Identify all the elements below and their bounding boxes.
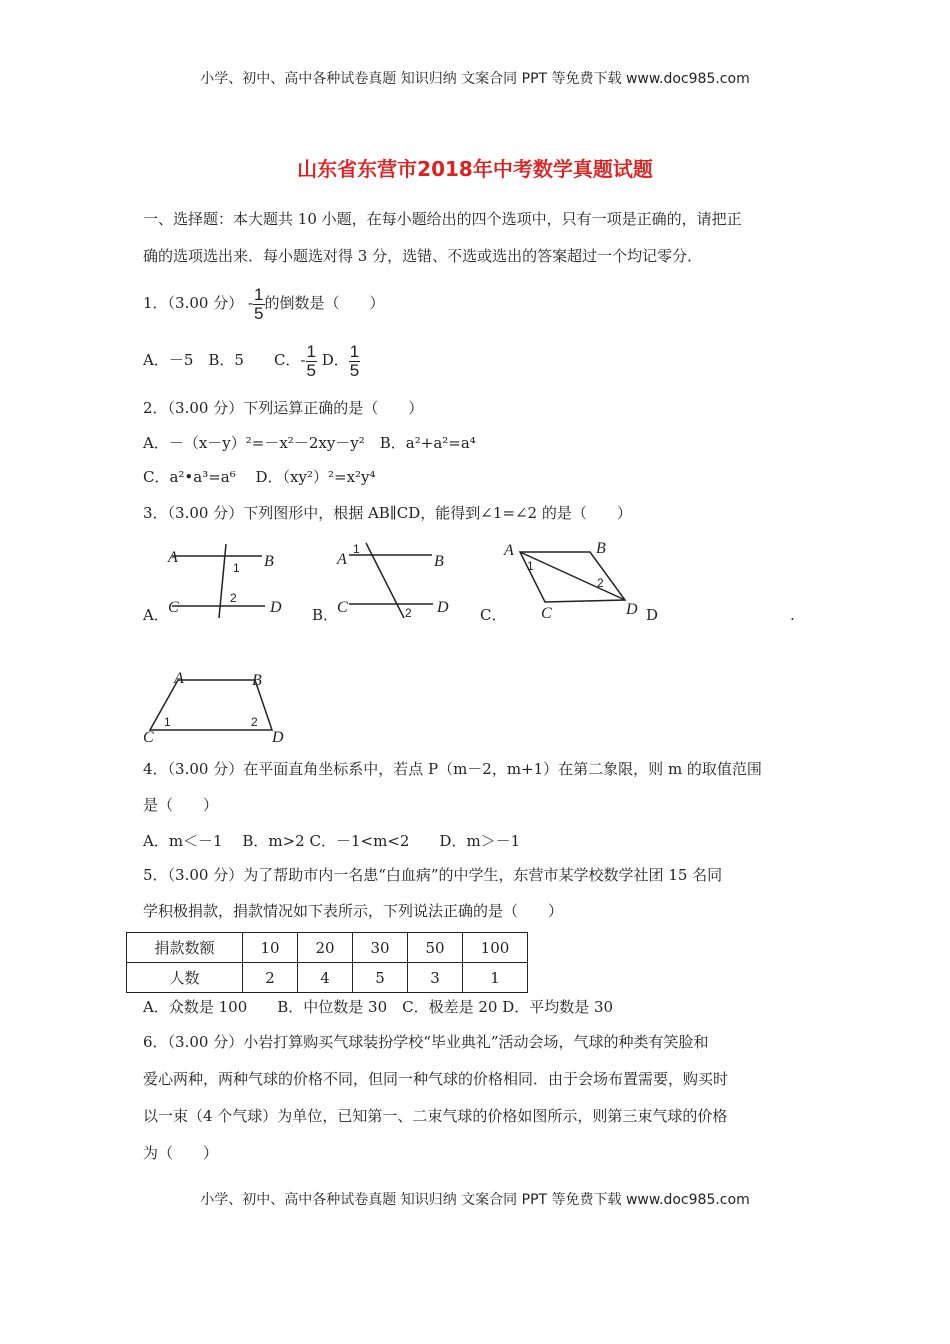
figure-b — [336, 542, 449, 620]
point-label: C — [168, 599, 179, 616]
diagonal — [520, 552, 625, 600]
point-label: A — [337, 551, 347, 568]
table-cell: 20 — [298, 933, 353, 963]
question-5: 学积极捐款，捐款情况如下表所示，下列说法正确的是（ ） — [143, 902, 564, 920]
point-label: C — [337, 599, 348, 616]
table-cell: 100 — [463, 933, 528, 963]
question-5: 5．（3.00 分）为了帮助市内一名患“白血病”的中学生，东营市某学校数学社团 15 名同 — [143, 866, 723, 884]
section-intro: 一、选择题：本大题共 10 小题，在每小题给出的四个选项中，只有一项是正确的，请把正 — [143, 210, 742, 228]
page-footer: 小学、初中、高中各种试卷真题 知识归纳 文案合同 PPT 等免费下载 www.doc985.com — [200, 1192, 750, 1208]
point-label: B — [596, 540, 606, 557]
figure-a — [167, 544, 282, 618]
option-label: D — [646, 606, 659, 624]
numerator: 1 — [306, 341, 316, 361]
option-label: . — [790, 606, 795, 624]
page-header: 小学、初中、高中各种试卷真题 知识归纳 文案合同 PPT 等免费下载 www.doc985.com — [200, 71, 750, 87]
question-6: 为（ ） — [143, 1144, 219, 1162]
option-label: B． — [312, 606, 339, 624]
table-row — [127, 933, 528, 963]
q1-suffix: 的倒数是（ ） — [264, 294, 385, 312]
point-label: D — [272, 729, 284, 746]
table-cell: 5 — [353, 963, 408, 993]
question-2-options: C．a²•a³=a⁶ D．（xy²）²=x²y⁴ — [143, 468, 376, 486]
point-label: B — [434, 553, 444, 570]
table-cell: 2 — [243, 963, 298, 993]
donation-table — [126, 932, 528, 993]
angle-label: 1 — [353, 542, 360, 556]
angle-label: 2 — [251, 715, 258, 729]
table-cell: 1 — [463, 963, 528, 993]
point-label: B — [264, 553, 274, 570]
table-cell: 30 — [353, 933, 408, 963]
table-cell: 4 — [298, 963, 353, 993]
table-cell: 50 — [408, 933, 463, 963]
angle-label: 2 — [597, 576, 604, 590]
option-d: D． — [321, 351, 349, 369]
table-cell: 3 — [408, 963, 463, 993]
point-label: D — [437, 599, 449, 616]
figure-c — [503, 540, 638, 622]
figure-d — [143, 670, 284, 746]
denominator: 5 — [349, 360, 360, 380]
option-label: C． — [480, 606, 507, 624]
question-6: 以一束（4 个气球）为单位，已知第一、二束气球的价格如图所示，则第三束气球的价格 — [143, 1107, 728, 1125]
q1-prefix: 1．（3.00 分） - — [143, 294, 254, 312]
denominator: 5 — [254, 303, 264, 323]
point-label: C — [541, 605, 552, 622]
table-row — [127, 963, 528, 993]
question-3: 3．（3.00 分）下列图形中，根据 AB∥CD，能得到∠1=∠2 的是（ ） — [143, 504, 632, 522]
numerator: 1 — [254, 284, 264, 304]
numerator: 1 — [349, 341, 360, 361]
question-5-options: A．众数是 100 B．中位数是 30 C．极差是 20 D．平均数是 30 — [143, 998, 614, 1016]
question-2-options: A．－（x－y）²=－x²－2xy－y² B．a²+a²=a⁴ — [143, 434, 476, 452]
question-2: 2．（3.00 分）下列运算正确的是（ ） — [143, 399, 424, 417]
transversal — [219, 544, 226, 618]
option-label: A． — [143, 606, 169, 624]
point-label: A — [174, 670, 184, 687]
point-label: D — [626, 601, 638, 618]
question-4: 4．（3.00 分）在平面直角坐标系中，若点 P（m－2，m+1）在第二象限，则 m 的取值范围 — [143, 760, 762, 778]
page-title: 山东省东营市2018年中考数学真题试题 — [297, 157, 653, 181]
angle-label: 1 — [527, 559, 534, 573]
angle-label: 2 — [405, 606, 412, 620]
table-cell: 人数 — [127, 963, 243, 993]
point-label: A — [504, 542, 514, 559]
angle-label: 1 — [164, 715, 171, 729]
question-4-options: A．m＜－1 B．m>2 C．－1<m<2 D．m＞－1 — [143, 832, 521, 850]
section-intro: 确的选项选出来．每小题选对得 3 分，选错、不选或选出的答案超过一个均记零分． — [143, 247, 703, 265]
table-cell: 10 — [243, 933, 298, 963]
question-6: 爱心两种，两种气球的价格不同，但同一种气球的价格相同．由于会场布置需要，购买时 — [143, 1070, 729, 1088]
options-abc: A．－5 B．5 C．- — [143, 351, 306, 369]
table-cell: 捐款数额 — [127, 933, 243, 963]
point-label: C — [143, 729, 154, 746]
angle-label: 1 — [233, 561, 240, 575]
point-label: B — [252, 672, 262, 689]
question-4: 是（ ） — [143, 796, 219, 814]
denominator: 5 — [306, 360, 316, 380]
angle-label: 2 — [230, 591, 237, 605]
point-label: D — [270, 599, 282, 616]
question-6: 6．（3.00 分）小岩打算购买气球装扮学校“毕业典礼”活动会场，气球的种类有笑脸和 — [143, 1033, 709, 1051]
point-label: A — [168, 549, 178, 566]
